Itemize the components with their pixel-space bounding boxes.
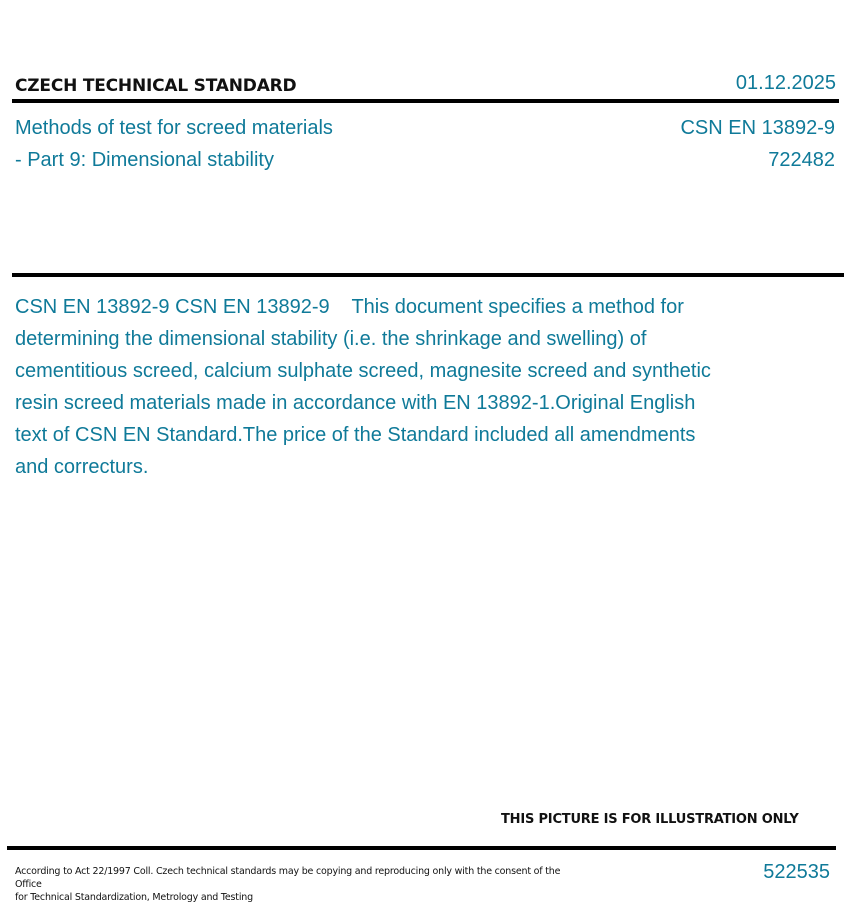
abstract-text: CSN EN 13892-9 CSN EN 13892-9 This document specifies a method for determining the dimensional stability (i.e. the shrinkage and swelling) of cementitious screed, calcium sulphate screed, magnesite screed and synthetic resin screed materials made in accordance with EN 13892-1.Original English text of CSN EN Standard.The price of the Standard included all amendments and correcturs. xyxy=(15,296,717,478)
catalog-number: 722482 xyxy=(768,149,835,171)
publication-date: 01.12.2025 xyxy=(735,72,836,94)
header-divider xyxy=(12,99,839,103)
footer-divider xyxy=(7,846,836,850)
legal-notice-line1: According to Act 22/1997 Coll. Czech technical standards may be copying and reproducing only with the consent of the Office xyxy=(15,866,561,890)
title-divider xyxy=(12,273,844,277)
illustration-notice: THIS PICTURE IS FOR ILLUSTRATION ONLY xyxy=(501,812,799,827)
legal-notice xyxy=(15,865,585,904)
legal-notice-line2: for Technical Standardization, Metrology and Testing xyxy=(15,892,253,903)
footer-number: 522535 xyxy=(763,861,830,883)
standard-code: CSN EN 13892-9 xyxy=(680,117,835,139)
standard-title-line2: - Part 9: Dimensional stability xyxy=(15,149,274,171)
standard-title-line1: Methods of test for screed materials xyxy=(15,117,333,139)
document-type-label: CZECH TECHNICAL STANDARD xyxy=(15,76,297,96)
